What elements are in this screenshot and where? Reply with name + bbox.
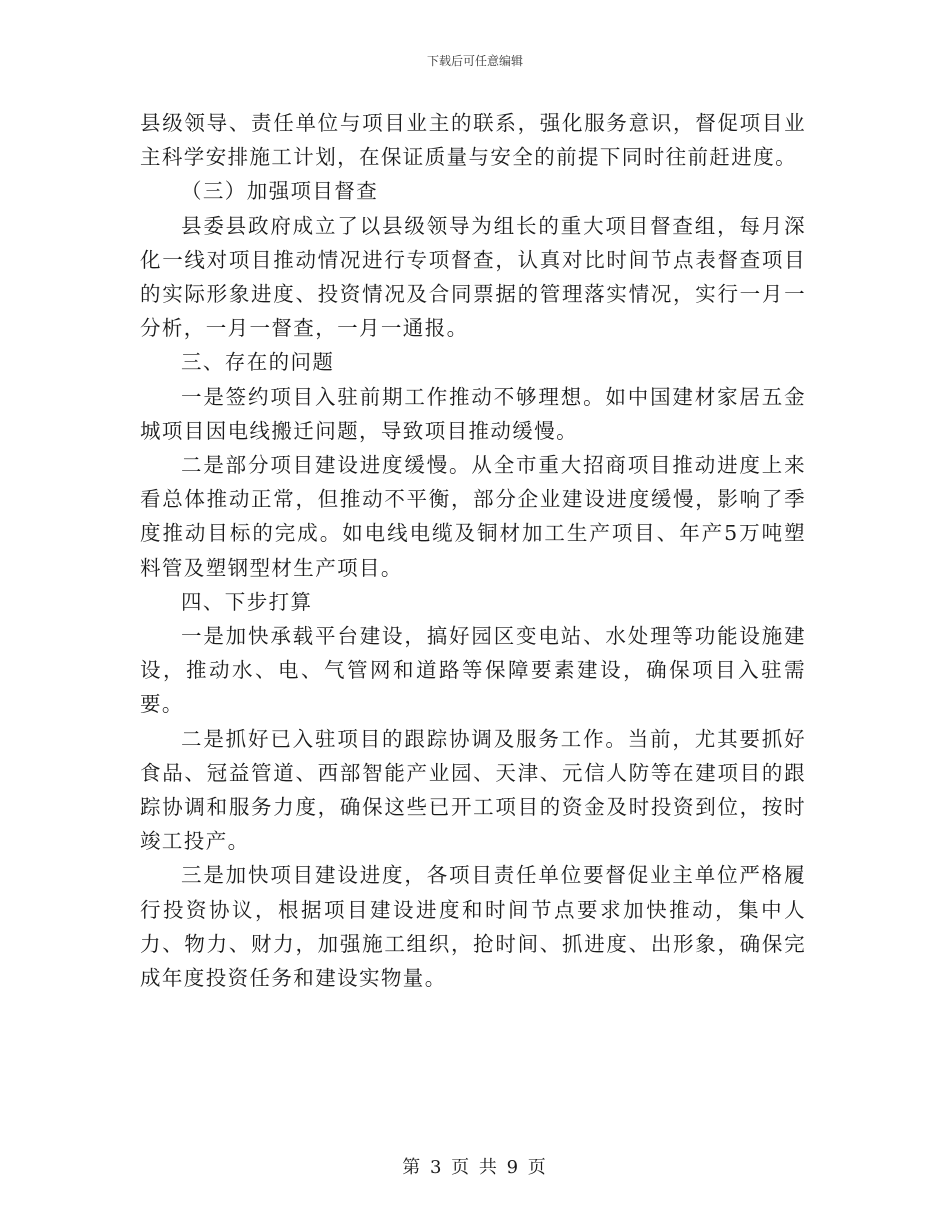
paragraph-plan-two: 二是抓好已入驻项目的跟踪协调及服务工作。当前，尤其要抓好食品、冠益管道、西部智能产业园、天津、元信人防等在建项目的跟踪协调和服务力度，确保这些已开工项目的资金及时投资到位，按时竣工投产。 xyxy=(140,726,806,854)
page-number: 第 3 页 共 9 页 xyxy=(402,1157,548,1178)
paragraph-plan-one: 一是加快承载平台建设，搞好园区变电站、水处理等功能设施建设，推动水、电、气管网和道路等保障要素建设，确保项目入驻需要。 xyxy=(140,624,806,717)
paragraph-continuation: 县级领导、责任单位与项目业主的联系，强化服务意识，督促项目业主科学安排施工计划，在保证质量与安全的前提下同时往前赶进度。 xyxy=(140,111,806,170)
paragraph-plan-three: 三是加快项目建设进度，各项目责任单位要督促业主单位严格履行投资协议，根据项目建设进度和时间节点要求加快推动，集中人力、物力、财力，加强施工组织，抢时间、抓进度、出形象，确保完成年度投资任务和建设实物量。 xyxy=(140,863,806,991)
page-header-note: 下载后可任意编辑 xyxy=(426,54,523,68)
section-heading-strengthen-inspection: （三）加强项目督查 xyxy=(181,179,379,204)
section-heading-next-steps: 四、下步打算 xyxy=(181,589,313,614)
paragraph-inspection-group: 县委县政府成立了以县级领导为组长的重大项目督查组，每月深化一线对项目推动情况进行专项督查，认真对比时间节点表督查项目的实际形象进度、投资情况及合同票据的管理落实情况，实行一月一分析，一月一督查，一月一通报。 xyxy=(140,213,806,341)
section-heading-existing-problems: 三、存在的问题 xyxy=(181,350,335,375)
paragraph-problem-two: 二是部分项目建设进度缓慢。从全市重大招商项目推动进度上来看总体推动正常，但推动不平衡，部分企业建设进度缓慢，影响了季度推动目标的完成。如电线电缆及铜材加工生产项目、年产5万吨塑料管及塑钢型材生产项目。 xyxy=(140,453,806,580)
document-body xyxy=(140,106,806,995)
paragraph-problem-one: 一是签约项目入驻前期工作推动不够理想。如中国建材家居五金城项目因电线搬迁问题，导致项目推动缓慢。 xyxy=(140,384,806,443)
